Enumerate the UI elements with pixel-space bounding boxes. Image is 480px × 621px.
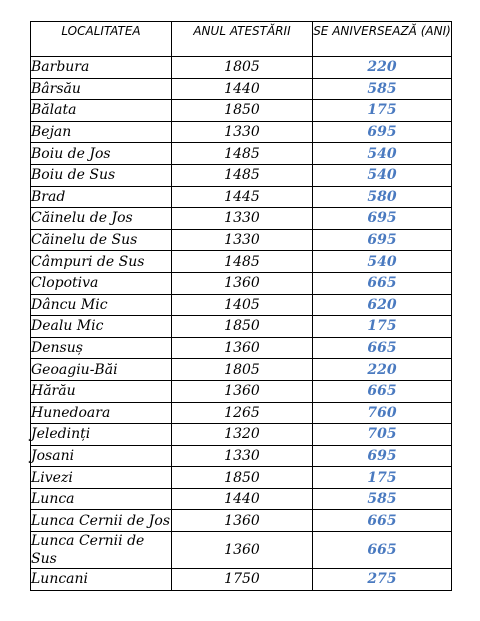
year-cell: 1805 <box>172 57 313 79</box>
table-body <box>31 57 452 591</box>
anniversary-cell: 705 <box>313 424 452 446</box>
locality-cell: Jeledinți <box>31 424 172 446</box>
table-row <box>31 380 452 402</box>
table-row <box>31 143 452 165</box>
table-row <box>31 359 452 381</box>
anniversary-cell: 275 <box>313 569 452 591</box>
year-cell: 1850 <box>172 316 313 338</box>
year-cell: 1360 <box>172 510 313 532</box>
header-row <box>31 22 452 57</box>
year-cell: 1485 <box>172 164 313 186</box>
year-cell: 1265 <box>172 402 313 424</box>
locality-cell: Căinelu de Jos <box>31 208 172 230</box>
anniversary-cell: 695 <box>313 445 452 467</box>
table-row <box>31 510 452 532</box>
table-row <box>31 57 452 79</box>
table-row <box>31 467 452 489</box>
year-cell: 1360 <box>172 337 313 359</box>
year-cell: 1320 <box>172 424 313 446</box>
year-cell: 1360 <box>172 532 313 569</box>
year-cell: 1330 <box>172 208 313 230</box>
table-row <box>31 402 452 424</box>
anniversary-cell: 175 <box>313 100 452 122</box>
anniversary-cell: 695 <box>313 121 452 143</box>
year-cell: 1440 <box>172 78 313 100</box>
locality-cell: Geoagiu-Băi <box>31 359 172 381</box>
anniversary-cell: 540 <box>313 143 452 165</box>
table-row <box>31 532 452 569</box>
locality-cell: Boiu de Sus <box>31 164 172 186</box>
anniversary-cell: 665 <box>313 337 452 359</box>
table-row <box>31 445 452 467</box>
table-row <box>31 78 452 100</box>
anniversary-cell: 540 <box>313 251 452 273</box>
locality-cell: Densuș <box>31 337 172 359</box>
anniversary-cell: 220 <box>313 57 452 79</box>
anniversary-cell: 175 <box>313 467 452 489</box>
table-row <box>31 186 452 208</box>
year-cell: 1440 <box>172 488 313 510</box>
table-row <box>31 272 452 294</box>
table-row <box>31 569 452 591</box>
table-row <box>31 121 452 143</box>
locality-cell: Lunca <box>31 488 172 510</box>
table-row <box>31 316 452 338</box>
year-cell: 1445 <box>172 186 313 208</box>
year-cell: 1805 <box>172 359 313 381</box>
year-cell: 1360 <box>172 380 313 402</box>
anniversary-cell: 665 <box>313 272 452 294</box>
locality-cell: Boiu de Jos <box>31 143 172 165</box>
locality-cell: Câmpuri de Sus <box>31 251 172 273</box>
locality-cell: Dâncu Mic <box>31 294 172 316</box>
anniversary-cell: 695 <box>313 208 452 230</box>
anniversary-cell: 540 <box>313 164 452 186</box>
year-cell: 1360 <box>172 272 313 294</box>
locality-cell: Barbura <box>31 57 172 79</box>
year-cell: 1330 <box>172 229 313 251</box>
locality-cell: Hunedoara <box>31 402 172 424</box>
locality-cell: Brad <box>31 186 172 208</box>
table-row <box>31 251 452 273</box>
anniversary-cell: 220 <box>313 359 452 381</box>
year-cell: 1850 <box>172 100 313 122</box>
header-anniversary: SE ANIVERSEAZĂ (ANI) <box>313 22 452 57</box>
locality-cell: Bârsău <box>31 78 172 100</box>
anniversary-cell: 175 <box>313 316 452 338</box>
locality-cell: Clopotiva <box>31 272 172 294</box>
year-cell: 1485 <box>172 251 313 273</box>
header-locality: LOCALITATEA <box>31 22 172 57</box>
anniversary-cell: 665 <box>313 510 452 532</box>
anniversary-cell: 760 <box>313 402 452 424</box>
anniversary-cell: 695 <box>313 229 452 251</box>
table-row <box>31 164 452 186</box>
year-cell: 1405 <box>172 294 313 316</box>
year-cell: 1750 <box>172 569 313 591</box>
year-cell: 1850 <box>172 467 313 489</box>
anniversary-cell: 665 <box>313 380 452 402</box>
locality-cell: Bălata <box>31 100 172 122</box>
anniversary-cell: 620 <box>313 294 452 316</box>
anniversary-cell: 665 <box>313 532 452 569</box>
anniversary-cell: 585 <box>313 78 452 100</box>
year-cell: 1330 <box>172 445 313 467</box>
year-cell: 1330 <box>172 121 313 143</box>
locality-cell: Căinelu de Sus <box>31 229 172 251</box>
locality-cell: Hărău <box>31 380 172 402</box>
header-year: ANUL ATESTĂRII <box>172 22 313 57</box>
anniversary-cell: 585 <box>313 488 452 510</box>
table-row <box>31 100 452 122</box>
year-cell: 1485 <box>172 143 313 165</box>
locality-cell: Bejan <box>31 121 172 143</box>
locality-cell: Luncani <box>31 569 172 591</box>
table-row <box>31 208 452 230</box>
anniversary-table <box>30 21 452 591</box>
anniversary-cell: 580 <box>313 186 452 208</box>
locality-cell: Livezi <box>31 467 172 489</box>
table-row <box>31 424 452 446</box>
table-row <box>31 337 452 359</box>
locality-cell: Josani <box>31 445 172 467</box>
locality-cell: Lunca Cernii de Jos <box>31 510 172 532</box>
table-row <box>31 229 452 251</box>
locality-cell: Lunca Cernii de Sus <box>31 532 172 569</box>
table-row <box>31 294 452 316</box>
locality-cell: Dealu Mic <box>31 316 172 338</box>
table-row <box>31 488 452 510</box>
